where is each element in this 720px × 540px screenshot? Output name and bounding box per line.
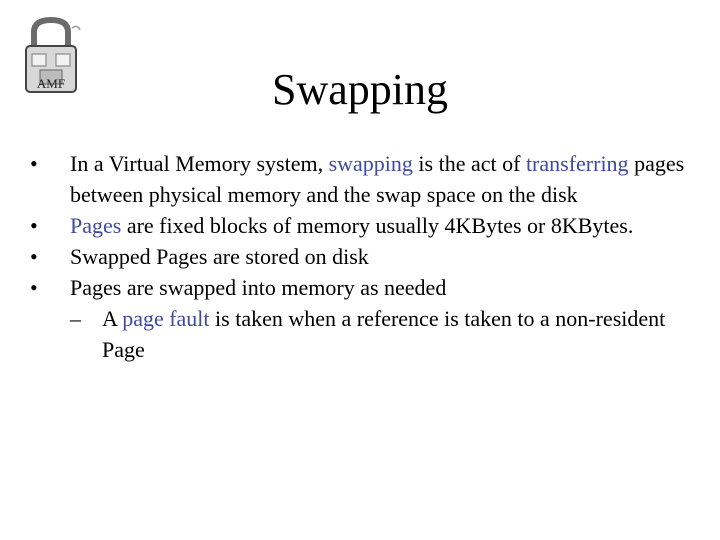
bullet-text: In a Virtual Memory system, — [70, 151, 329, 176]
bullet-item — [30, 272, 710, 365]
bullet-list — [30, 148, 710, 365]
bullet-text: are fixed blocks of memory usually 4KBytes or 8KBytes. — [121, 213, 634, 238]
bullet-icon: • — [30, 244, 38, 269]
logo-text: AMF — [36, 76, 66, 91]
bullet-item — [30, 148, 710, 210]
bullet-icon: • — [30, 151, 38, 176]
bullet-text: pages between physical memory and the swap space on the disk — [70, 151, 685, 207]
bullet-icon: • — [30, 275, 38, 300]
highlight-term: transferring — [525, 151, 629, 176]
sub-bullet-text: is taken when a reference is taken to a non-resident Page — [102, 306, 666, 362]
dash-icon: – — [70, 306, 81, 331]
sub-bullet-text: A — [102, 306, 123, 331]
slide-title: Swapping — [272, 65, 448, 114]
bullet-item — [30, 210, 710, 241]
bullet-text: Pages are swapped into memory as needed — [70, 275, 447, 300]
bullet-text: Swapped Pages are stored on disk — [70, 244, 369, 269]
bullet-text: is the act of — [412, 151, 526, 176]
bullet-item — [30, 241, 710, 272]
highlight-term: Pages — [70, 213, 122, 238]
sub-bullet-item — [70, 303, 710, 365]
highlight-term: page fault — [122, 306, 210, 331]
bullet-icon: • — [30, 213, 38, 238]
sub-bullet-list — [70, 303, 710, 365]
highlight-term: swapping — [328, 151, 413, 176]
